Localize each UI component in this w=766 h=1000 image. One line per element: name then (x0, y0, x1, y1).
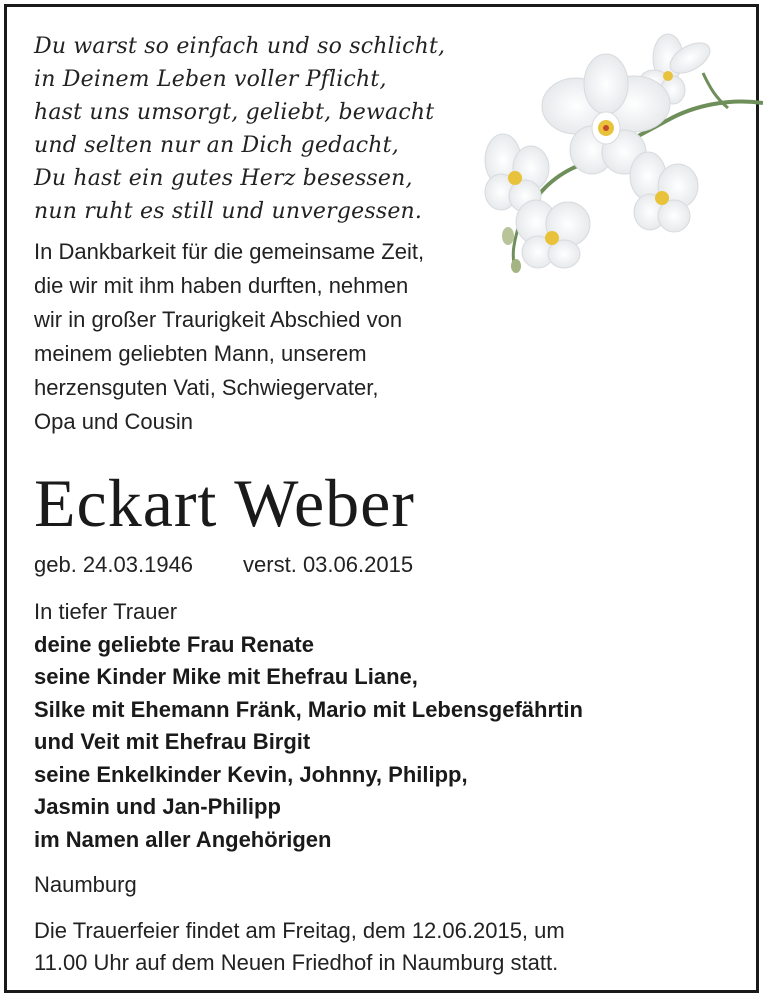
intro-line: In Dankbarkeit für die gemeinsame Zeit, (34, 239, 425, 264)
poem-line: nun ruht es still und unvergessen. (34, 199, 423, 224)
mourners-list (34, 596, 583, 856)
poem-line: in Deinem Leben voller Pflicht, (34, 67, 387, 92)
orchid-bud (511, 259, 521, 273)
mourners-lead: In tiefer Trauer (34, 599, 178, 624)
funeral-service-info (34, 915, 565, 979)
intro-line: wir in großer Traurigkeit Abschied von (34, 307, 403, 332)
service-line: 11.00 Uhr auf dem Neuen Friedhof in Naumburg statt. (34, 950, 559, 975)
orchid-flower-image (478, 28, 763, 278)
orchid-bloom (630, 152, 698, 232)
mourner-line: deine geliebte Frau Renate (34, 631, 314, 657)
poem-line: hast uns umsorgt, geliebt, bewacht (34, 100, 435, 125)
poem-line: Du warst so einfach und so schlicht, (34, 34, 446, 59)
intro-line: meinem geliebten Mann, unserem (34, 341, 367, 366)
orchid-bud (502, 227, 514, 245)
poem-line: Du hast ein gutes Herz besessen, (34, 166, 413, 191)
mourner-line: und Veit mit Ehefrau Birgit (34, 729, 311, 754)
death-date: verst. 03.06.2015 (243, 552, 414, 577)
service-line: Die Trauerfeier findet am Freitag, dem 12.06.2015, um (34, 918, 565, 943)
intro-line: Opa und Cousin (34, 409, 193, 434)
intro-line: herzensguten Vati, Schwiegervater, (34, 375, 379, 400)
poem (34, 30, 445, 228)
orchid-bloom (516, 200, 590, 268)
poem-line: und selten nur an Dich gedacht, (34, 133, 399, 158)
intro-text (34, 235, 424, 439)
deceased-name: Eckart Weber (34, 465, 415, 541)
intro-line: die wir mit ihm haben durften, nehmen (34, 273, 409, 298)
mourner-line: seine Enkelkinder Kevin, Johnny, Philipp, (34, 761, 468, 787)
mourner-line: Silke mit Ehemann Fränk, Mario mit Lebensgefährtin (34, 696, 583, 722)
birth-date: geb. 24.03.1946 (34, 552, 194, 577)
life-dates (34, 550, 413, 580)
place-name: Naumburg (34, 872, 137, 897)
mourner-line: seine Kinder Mike mit Ehefrau Liane, (34, 664, 418, 689)
mourner-line: im Namen aller Angehörigen (34, 826, 332, 852)
mourner-line: Jasmin und Jan-Philipp (34, 794, 281, 819)
